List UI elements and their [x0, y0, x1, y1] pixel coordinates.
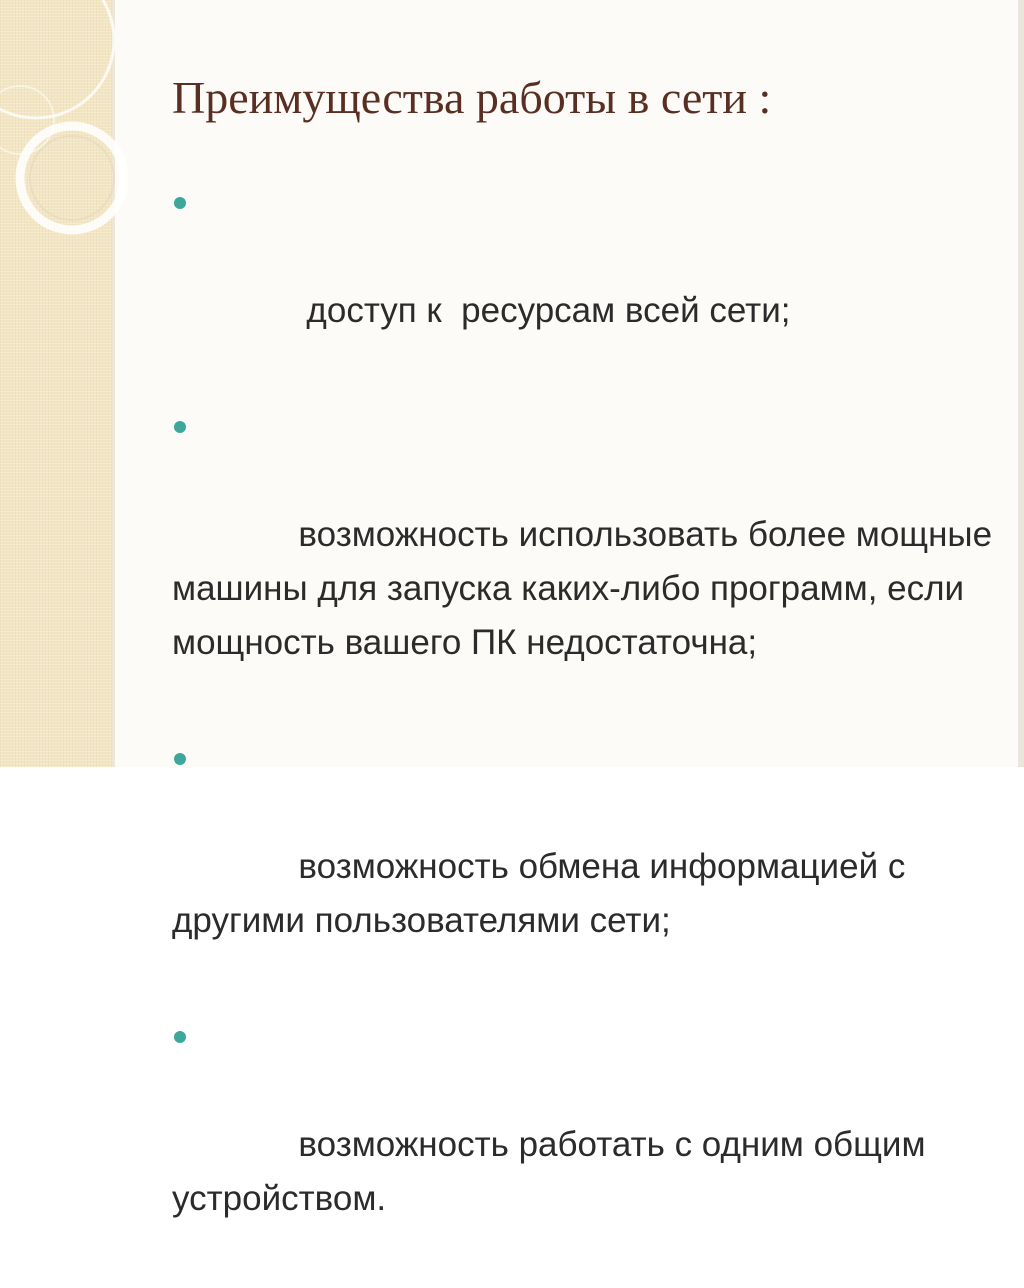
- bullet-dot-icon: [174, 197, 186, 209]
- bullet-dot-icon: [174, 1031, 186, 1043]
- rings-decoration-icon: [0, 0, 200, 260]
- slide-title: Преимущества работы в сети :: [172, 72, 772, 123]
- bullet-list: [172, 176, 1002, 1288]
- bullet-dot-icon: [174, 421, 186, 433]
- bullet-text: возможность работать с одним общим устройством.: [172, 1125, 936, 1218]
- bullet-item: [172, 1010, 1002, 1280]
- bullet-text: возможность использовать более мощные машины для запуска каких-либо программ, если мощность вашего ПК недостаточна;: [172, 515, 1002, 662]
- bullet-text: доступ к ресурсам всей сети;: [238, 291, 791, 330]
- bullet-item: [172, 732, 1002, 1002]
- bullet-dot-icon: [174, 753, 186, 765]
- bullet-item: [172, 400, 1002, 724]
- right-edge: [1018, 0, 1024, 767]
- bullet-item: [172, 176, 1002, 392]
- bullet-text: возможность обмена информацией с другими пользователями сети;: [172, 847, 916, 940]
